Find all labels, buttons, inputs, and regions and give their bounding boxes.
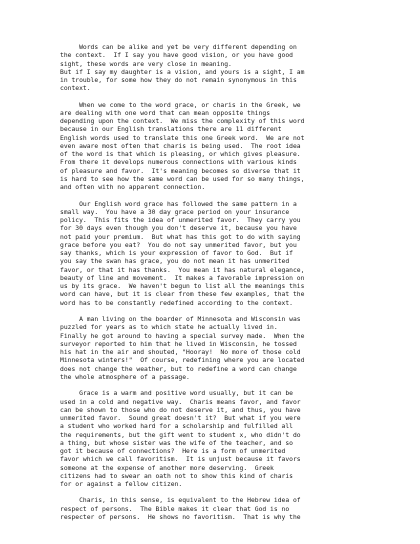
text-line: his hat in the air and shouted, "Hooray! No more of those cold: [60, 349, 301, 357]
text-line: beauty of line and movement. It makes a favorable impression on: [60, 274, 305, 282]
text-line: Minnesota winters!" Of course, redefining where you are located: [60, 357, 305, 365]
text-line: small way. You have a 30 day grace period on your insurance: [60, 208, 290, 216]
text-line: us by its grace. We haven't begun to list all the meanings this: [60, 283, 305, 291]
text-line: favor, or that it has thanks. You mean it has natural elegance,: [60, 266, 305, 274]
text-line: in trouble, for some how they do not remain synonymous in this: [60, 77, 297, 84]
text-line: you say the swan has grace, you do not mean it has unmerited: [60, 258, 290, 266]
text-line: the requirements, but the gift went to student x, who didn't do: [60, 431, 301, 439]
paragraph: [60, 497, 360, 522]
text-line: the whole atmosphere of a passage.: [60, 373, 190, 381]
text-line: even aware most often that charis is being used. The root idea: [60, 142, 301, 150]
paragraph: [60, 316, 360, 382]
text-line: Grace is a warm and positive word usually, but it can be: [60, 390, 293, 398]
text-line: sight, these words are very close in meaning.: [60, 60, 232, 68]
text-line: can be shown to those who do not deserve it, and thus, you have: [60, 406, 301, 414]
paragraph: [60, 201, 360, 308]
text-line: But if I say my daughter is a vision, and yours is a sight, I am: [60, 68, 305, 76]
text-line: depending upon the context. We miss the complexity of this word: [60, 118, 305, 126]
text-line: puzzled for years as to which state he actually lived in.: [60, 324, 278, 332]
text-line: of pleasure and favor. It's meaning becomes so diverse that it: [60, 167, 301, 175]
text-line: the context. If I say you have good vision, or you have good: [60, 52, 293, 60]
text-line: When we come to the word grace, or charis in the Greek, we: [60, 101, 301, 109]
body-text: [60, 44, 360, 522]
text-line: citizens had to swear an oath not to show this kind of charis: [60, 472, 293, 480]
text-line: for 30 days even though you don't deserve it, because you have: [60, 225, 297, 233]
text-line: policy. This fits the idea of unmerited favor. They carry you: [60, 217, 301, 225]
text-line: Finally he got around to having a special survey made. When the: [60, 332, 305, 340]
text-line: word can have, but it is clear from these few examples, that the: [60, 291, 305, 299]
text-line: A man living on the boarder of Minnesota and Wisconsin was: [60, 316, 301, 324]
text-line: does not change the weather, but to redefine a word can change: [60, 365, 297, 373]
text-line: someone at the expense of another more deserving. Greek: [60, 464, 274, 472]
text-line: and often with no apparent connection.: [60, 184, 206, 192]
text-line: Charis, in this sense, is equivalent to the Hebrew idea of: [60, 497, 301, 505]
text-line: a thing, but whose sister was the wife of the teacher, and so: [60, 439, 293, 447]
paragraph: [60, 390, 360, 489]
text-line: used in a cold and negative way. Charis means favor, and favor: [60, 398, 301, 406]
paragraph: [60, 102, 360, 193]
text-line: not paid your premium. But what has this got to do with saying: [60, 233, 301, 241]
text-line: grace before you eat? You do not say unmerited favor, but you: [60, 241, 297, 249]
text-line: favor which we call favoritism. It is unjust because it favors: [60, 456, 301, 464]
text-line: got it because of connections? Here is a form of unmerited: [60, 448, 286, 455]
text-line: is hard to see how the same word can be used for so many things,: [60, 175, 305, 183]
text-line: English words used to translate this one Greek word. We are not: [60, 134, 305, 142]
text-line: context.: [60, 85, 91, 93]
text-line: unmerited favor. Sound great doesn't it? But what if you were: [60, 415, 301, 422]
text-line: say thanks, which is your expression of favor to God. But if: [60, 250, 293, 258]
text-line: because in our English translations there are 11 different: [60, 126, 282, 134]
text-line: of the word is that which is pleasing, or which gives pleasure.: [60, 151, 301, 159]
text-line: a student who worked hard for a scholarship and fulfilled all: [60, 423, 293, 431]
text-line: Words can be alike and yet be very different depending on: [60, 44, 297, 51]
text-line: respecter of persons. He shows no favoritism. That is why the: [60, 513, 301, 521]
text-line: are dealing with one word that can mean opposite things: [60, 109, 271, 117]
text-line: From there it develops numerous connections with various kinds: [60, 159, 297, 167]
paragraph: [60, 44, 360, 94]
text-line: respect of persons. The Bible makes it clear that God is no: [60, 505, 290, 513]
text-line: for or against a fellow citizen.: [60, 481, 183, 488]
text-line: Our English word grace has followed the same pattern in a: [60, 200, 297, 208]
text-line: surveyor reported to him that he lived in Wisconsin, he tossed: [60, 340, 297, 348]
text-line: word has to be constantly redefined according to the context.: [60, 299, 293, 307]
